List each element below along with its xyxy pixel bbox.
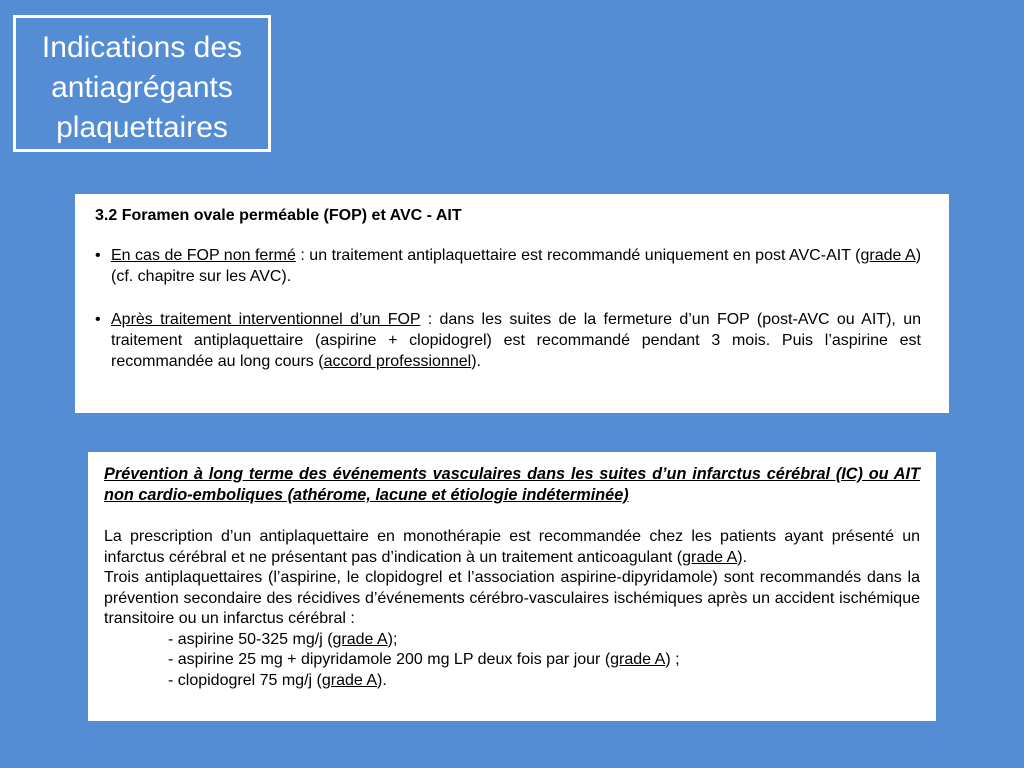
item-grade: grade A [332,630,388,648]
para1-grade: grade A [682,548,738,566]
prevention-paragraph-2: Trois antiplaquettaires (l’aspirine, le clopidogrel et l’association aspirine-dipyridamole) sont recommandés dans la prévention secondaire des récidives d’événements cérébro-vasculaires ischémiques après un accident ischémique transitoire ou un infarctus cérébral : [104,569,920,627]
slide-title-line-1: Indications des [41,31,243,64]
para1-end: ). [737,548,748,566]
item-text: - aspirine 50-325 mg/j ( [168,630,333,648]
item-text: - aspirine 25 mg + dipyridamole 200 mg LP deux fois par jour ( [168,651,611,668]
drug-list-item [104,671,920,692]
bullet-2-lead: Après traitement interventionnel d’un FOP [111,311,421,328]
bullet-1-text-b: ) (cf. chapitre sur les AVC). [111,247,922,285]
prevention-excerpt-panel [88,452,936,721]
slide-title-line-3: plaquettaires [56,111,228,144]
bullet-1-text-a: : un traitement antiplaquettaire est recommandé uniquement en post AVC-AIT ( [295,247,861,264]
bullet-2-text-a: : dans les suites de la fermeture d’un FOP (post-AVC ou AIT), un traitement antiplaquettaire (aspirine + clopidogrel) est recommandé pendant 3 mois. Puis l’aspirine est recommandée au long cours ( [111,311,922,370]
bullet-1-grade: grade A [860,247,916,264]
bullet-2-grade: accord professionnel [323,353,472,370]
bullet-dot: • [95,247,101,264]
fop-bullet-2 [95,309,921,372]
fop-excerpt-panel [75,194,949,413]
bullet-2-text-b: ). [471,353,481,370]
item-end: ) ; [665,651,680,668]
item-grade: grade A [321,671,377,689]
para1-text: La prescription d’un antiplaquettaire en monothérapie est recommandée chez les patients ayant présenté un infarctus cérébral et ne présentant pas d’indication à un traitement anticoagulant ( [104,528,920,566]
fop-bullet-1 [95,245,921,287]
drug-list-item [104,630,920,651]
prevention-heading: Prévention à long terme des événements vasculaires dans les suites d’un infarctus cérébral (IC) ou AIT non cardio-emboliques (athérome, lacune et étiologie indéterminée) [104,465,920,504]
fop-bullet-2-text [111,309,921,372]
bullet-1-lead: En cas de FOP non fermé [111,247,296,264]
slide-title [13,15,271,152]
item-end: ). [377,671,387,689]
item-grade: grade A [610,651,666,668]
item-text: - clopidogrel 75 mg/j ( [168,671,322,689]
drug-list-item [104,650,920,671]
prevention-paragraph-1 [104,527,920,568]
slide-title-line-2: antiagrégants [51,71,233,104]
item-end: ); [387,630,398,648]
bullet-dot: • [95,311,101,328]
fop-bullet-1-text [111,245,921,287]
fop-section-heading: 3.2 Foramen ovale perméable (FOP) et AVC - AIT [95,207,462,224]
